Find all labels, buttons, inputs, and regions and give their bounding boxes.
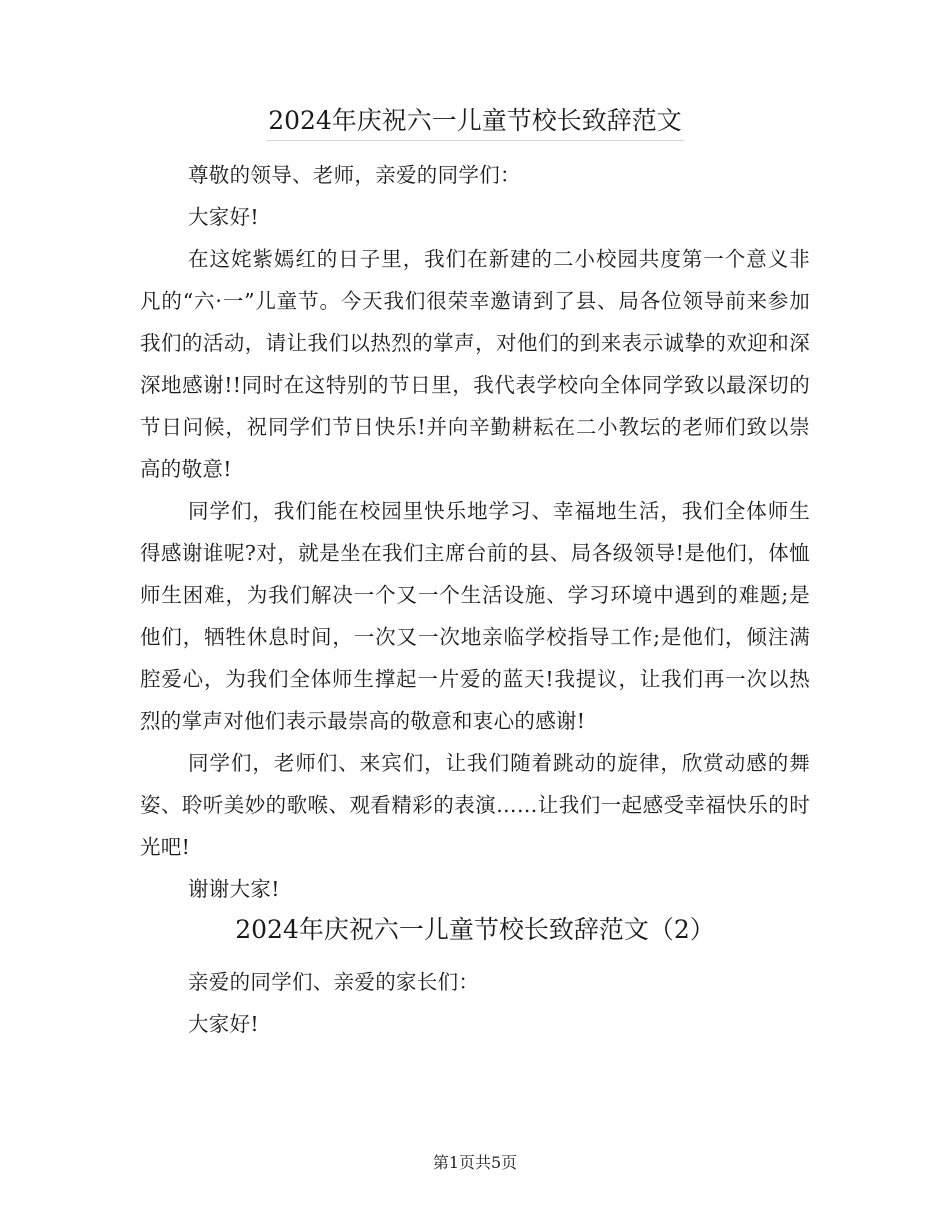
salutation: 尊敬的领导、老师，亲爱的同学们： [188, 163, 521, 187]
document-title-text: 2024年庆祝六一儿童节校长致辞范文 [266, 104, 684, 141]
page-number: 第1页共5页 [432, 1153, 518, 1172]
document-title [0, 104, 950, 141]
section-2-salutation: 亲爱的同学们、亲爱的家长们： [188, 970, 480, 994]
section-2-greeting: 大家好! [188, 1012, 259, 1036]
greeting: 大家好! [188, 205, 259, 229]
closing: 谢谢大家! [188, 877, 280, 901]
section-2-title: 2024年庆祝六一儿童节校长致辞范文（2） [235, 915, 715, 944]
body-paragraph: 同学们，我们能在校园里快乐地学习、幸福地生活，我们全体师生得感谢谁呢?对，就是坐在我们主席台前的县、局各级领导!是他们，体恤师生困难，为我们解决一个又一个生活设施、学习环境中遇到的难题;是他们，牺牲休息时间，一次又一次地亲临学校指导工作;是他们，倾注满腔爱心，为我们全体师生撑起一片爱的蓝天!我提议，让我们再一次以热烈的掌声对他们表示最崇高的敬意和衷心的感谢! [140, 499, 810, 733]
body-paragraph: 同学们，老师们、来宾们，让我们随着跳动的旋律，欣赏动感的舞姿、聆听美妙的歌喉、观看精彩的表演……让我们一起感受幸福快乐的时光吧! [140, 751, 810, 859]
body-paragraph: 在这姹紫嫣红的日子里，我们在新建的二小校园共度第一个意义非凡的“六·一”儿童节。今天我们很荣幸邀请到了县、局各位领导前来参加我们的活动，请让我们以热烈的掌声，对他们的到来表示诚挚的欢迎和深深地感谢!!同时在这特别的节日里，我代表学校向全体同学致以最深切的节日问候，祝同学们节日快乐!并向辛勤耕耘在二小教坛的老师们致以崇高的敬意! [140, 247, 810, 481]
